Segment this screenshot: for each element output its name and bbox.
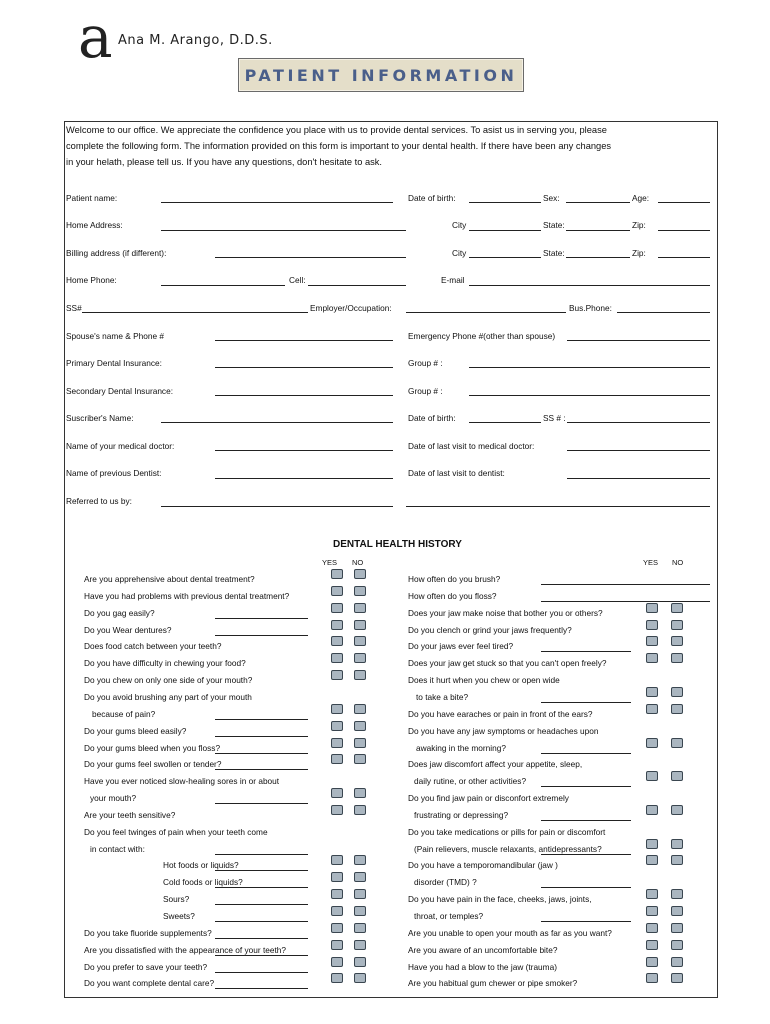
patient-name-label: Patient name: <box>66 193 118 203</box>
last-medical-label: Date of last visit to medical doctor: <box>408 441 535 451</box>
no-checkbox[interactable] <box>354 973 366 983</box>
history-question: frustrating or depressing? <box>414 809 509 820</box>
yes-checkbox[interactable] <box>646 973 658 983</box>
home-address-field[interactable] <box>161 230 406 231</box>
billing-city-field[interactable] <box>469 257 541 258</box>
history-question: Do you have difficulty in chewing your food? <box>84 658 246 669</box>
no-checkbox[interactable] <box>671 636 683 646</box>
history-question: Does your jaw get stuck so that you can't open freely? <box>408 658 607 669</box>
no-checkbox[interactable] <box>354 653 366 663</box>
history-question: Are you apprehensive about dental treatment? <box>84 574 255 584</box>
no-checkbox[interactable] <box>671 855 683 865</box>
no-checkbox[interactable] <box>671 940 683 950</box>
referred-label: Referred to us by: <box>66 496 132 506</box>
no-header: NO <box>352 558 364 567</box>
yes-checkbox[interactable] <box>331 569 343 579</box>
yes-checkbox[interactable] <box>331 973 343 983</box>
history-question: How often do you brush? <box>408 574 501 584</box>
yes-checkbox[interactable] <box>331 586 343 596</box>
yes-checkbox[interactable] <box>646 771 658 781</box>
sex-field[interactable] <box>566 202 630 203</box>
referred-field[interactable] <box>161 506 393 507</box>
history-question: in contact with: <box>90 843 145 854</box>
history-question: Are you habitual gum chewer or pipe smoker? <box>408 978 578 989</box>
history-question: Do you prefer to save your teeth? <box>84 961 208 972</box>
home-phone-label: Home Phone: <box>66 275 117 285</box>
city-label: City <box>452 220 467 230</box>
yes-checkbox[interactable] <box>646 704 658 714</box>
answer-line[interactable] <box>541 820 631 821</box>
history-question: Are you dissatisfied with the appearance of your teeth? <box>84 944 287 955</box>
yes-checkbox[interactable] <box>331 957 343 967</box>
yes-checkbox[interactable] <box>646 889 658 899</box>
yes-checkbox[interactable] <box>646 687 658 697</box>
history-question: Are you unable to open your mouth as far as you want? <box>408 927 612 938</box>
subscriber-dob-label: Date of birth: <box>408 413 456 423</box>
yes-checkbox[interactable] <box>331 754 343 764</box>
group-label: Group # : <box>408 386 443 396</box>
email-field[interactable] <box>469 285 710 286</box>
answer-line[interactable] <box>541 753 631 754</box>
last-medical-field[interactable] <box>567 450 710 451</box>
subscriber-ss-field[interactable] <box>567 422 710 423</box>
yes-checkbox[interactable] <box>646 855 658 865</box>
history-question: awaking in the morning? <box>416 742 506 753</box>
history-question: daily rutine, or other activities? <box>414 776 527 787</box>
no-checkbox[interactable] <box>671 957 683 967</box>
answer-line[interactable] <box>215 938 308 939</box>
cell-field[interactable] <box>308 285 406 286</box>
answer-line[interactable] <box>215 719 308 720</box>
answer-line[interactable] <box>215 972 308 973</box>
no-checkbox[interactable] <box>354 738 366 748</box>
no-checkbox[interactable] <box>354 754 366 764</box>
answer-line[interactable] <box>541 854 631 855</box>
history-question: Do you want complete dental care? <box>84 978 215 989</box>
intro-line: in your helath, please tell us. If you have any questions, don't hesitate to ask. <box>66 157 382 167</box>
no-checkbox[interactable] <box>354 906 366 916</box>
history-question: Sours? <box>163 894 190 905</box>
no-checkbox[interactable] <box>354 923 366 933</box>
yes-checkbox[interactable] <box>331 603 343 613</box>
yes-checkbox[interactable] <box>331 738 343 748</box>
history-title: DENTAL HEALTH HISTORY <box>333 539 462 550</box>
secondary-insurance-field[interactable] <box>215 395 393 396</box>
last-dentist-field[interactable] <box>567 478 710 479</box>
age-label: Age: <box>632 193 650 203</box>
history-question: disorder (TMD) ? <box>414 877 477 888</box>
history-question: Do you take medications or pills for pain or discomfort <box>408 826 606 837</box>
yes-checkbox[interactable] <box>331 721 343 731</box>
no-checkbox[interactable] <box>671 973 683 983</box>
history-question: Do you clench or grind your jaws frequently? <box>408 624 572 635</box>
yes-checkbox[interactable] <box>331 855 343 865</box>
secondary-group-field[interactable] <box>469 395 710 396</box>
no-checkbox[interactable] <box>671 889 683 899</box>
no-checkbox[interactable] <box>354 872 366 882</box>
city-field[interactable] <box>469 230 541 231</box>
dob-label: Date of birth: <box>408 193 456 203</box>
state-label: State: <box>543 220 565 230</box>
answer-line[interactable] <box>215 753 308 754</box>
no-checkbox[interactable] <box>354 940 366 950</box>
last-dentist-label: Date of last visit to dentist: <box>408 468 505 478</box>
history-question: Do your gums feel swollen or tender? <box>84 759 222 770</box>
yes-checkbox[interactable] <box>646 839 658 849</box>
no-checkbox[interactable] <box>354 670 366 680</box>
emergency-label: Emergency Phone #(other than spouse) <box>408 331 556 341</box>
yes-checkbox[interactable] <box>646 906 658 916</box>
answer-line[interactable] <box>215 988 308 989</box>
history-question: throat, or temples? <box>414 911 484 921</box>
intro-line: complete the following form. The information provided on this form is important to your dental health. If there have been any changes <box>66 141 612 151</box>
no-checkbox[interactable] <box>354 704 366 714</box>
subscriber-dob-field[interactable] <box>469 422 541 423</box>
history-question: Do you avoid brushing any part of your mouth <box>84 691 252 702</box>
answer-line[interactable] <box>541 887 631 888</box>
yes-checkbox[interactable] <box>646 620 658 630</box>
employer-label: Employer/Occupation: <box>310 303 392 313</box>
no-checkbox[interactable] <box>671 653 683 663</box>
no-checkbox[interactable] <box>354 636 366 646</box>
billing-address-field[interactable] <box>215 257 406 258</box>
yes-checkbox[interactable] <box>646 603 658 613</box>
yes-checkbox[interactable] <box>331 620 343 630</box>
no-checkbox[interactable] <box>354 586 366 596</box>
history-question: Do you have pain in the face, cheeks, jaws, joints, <box>408 894 592 905</box>
history-question: Hot foods or liquids? <box>163 860 239 871</box>
no-checkbox[interactable] <box>354 805 366 815</box>
no-checkbox[interactable] <box>354 788 366 798</box>
history-question: Have you had problems with previous dental treatment? <box>84 590 290 601</box>
history-question: (Pain relievers, muscle relaxants, antidepressants? <box>414 843 602 854</box>
history-question: Do you have a temporomandibular (jaw ) <box>408 860 558 871</box>
history-question: because of pain? <box>92 708 156 719</box>
history-question: Do you Wear dentures? <box>84 624 172 635</box>
intro-line: Welcome to our office. We appreciate the confidence you place with us to provide dental services. To asist us in serving you, please <box>66 125 607 135</box>
age-field[interactable] <box>658 202 710 203</box>
form-title: PATIENT INFORMATION <box>238 58 524 92</box>
no-checkbox[interactable] <box>354 620 366 630</box>
subscriber-field[interactable] <box>161 422 393 423</box>
city-label: City <box>452 248 467 258</box>
answer-line[interactable] <box>541 584 710 585</box>
no-checkbox[interactable] <box>671 805 683 815</box>
answer-line[interactable] <box>215 736 308 737</box>
answer-line[interactable] <box>541 702 631 703</box>
bus-phone-label: Bus.Phone: <box>569 303 612 313</box>
no-checkbox[interactable] <box>671 620 683 630</box>
yes-checkbox[interactable] <box>646 923 658 933</box>
history-question: Do you chew on only one side of your mouth? <box>84 675 253 686</box>
subscriber-label: Suscriber's Name: <box>66 413 134 423</box>
medical-doctor-field[interactable] <box>215 450 393 451</box>
yes-checkbox[interactable] <box>331 636 343 646</box>
home-phone-field[interactable] <box>161 285 285 286</box>
no-checkbox[interactable] <box>671 906 683 916</box>
secondary-insurance-label: Secondary Dental Insurance: <box>66 386 174 396</box>
doctor-name: Ana M. Arango, D.D.S. <box>118 33 273 48</box>
primary-group-field[interactable] <box>469 367 710 368</box>
no-checkbox[interactable] <box>671 839 683 849</box>
yes-checkbox[interactable] <box>331 923 343 933</box>
history-question: Does jaw discomfort affect your appetite, sleep, <box>408 759 583 770</box>
subscriber-ss-label: SS # : <box>543 413 566 423</box>
primary-insurance-field[interactable] <box>215 367 393 368</box>
answer-line[interactable] <box>215 635 308 636</box>
history-question: your mouth? <box>90 793 137 804</box>
primary-insurance-label: Primary Dental Insurance: <box>66 358 162 368</box>
patient-name-field[interactable] <box>161 202 393 203</box>
no-checkbox[interactable] <box>671 771 683 781</box>
history-question: Do you take fluoride supplements? <box>84 927 212 938</box>
answer-line[interactable] <box>215 904 308 905</box>
history-question: Does your jaw make noise that bother you or others? <box>408 607 603 618</box>
history-question: Does food catch between your teeth? <box>84 641 222 652</box>
zip-field[interactable] <box>658 230 710 231</box>
no-checkbox[interactable] <box>354 569 366 579</box>
yes-checkbox[interactable] <box>646 636 658 646</box>
ss-field[interactable] <box>82 312 308 313</box>
logo-letter: a <box>78 3 113 71</box>
emergency-field[interactable] <box>567 340 710 341</box>
previous-dentist-label: Name of previous Dentist: <box>66 468 162 478</box>
history-question: Do you feel twinges of pain when your teeth come <box>84 826 268 837</box>
history-question: Are you aware of an uncomfortable bite? <box>408 944 558 955</box>
history-question: Sweets? <box>163 911 195 921</box>
sex-label: Sex: <box>543 193 560 203</box>
no-checkbox[interactable] <box>354 603 366 613</box>
answer-line[interactable] <box>215 921 308 922</box>
referred-field-extra[interactable] <box>406 506 710 507</box>
email-label: E-mail <box>441 275 465 285</box>
yes-checkbox[interactable] <box>331 788 343 798</box>
yes-checkbox[interactable] <box>331 889 343 899</box>
medical-doctor-label: Name of your medical doctor: <box>66 441 175 451</box>
spouse-field[interactable] <box>215 340 393 341</box>
history-question: Do you gag easily? <box>84 607 155 618</box>
yes-header: YES <box>643 558 659 567</box>
answer-line[interactable] <box>215 955 308 956</box>
answer-line[interactable] <box>215 887 308 888</box>
zip-label: Zip: <box>632 220 646 230</box>
no-checkbox[interactable] <box>671 603 683 613</box>
ss-label: SS# <box>66 303 82 313</box>
bus-phone-field[interactable] <box>617 312 710 313</box>
answer-line[interactable] <box>541 921 631 922</box>
yes-checkbox[interactable] <box>646 738 658 748</box>
group-label: Group # : <box>408 358 443 368</box>
no-checkbox[interactable] <box>354 889 366 899</box>
yes-checkbox[interactable] <box>646 940 658 950</box>
cell-label: Cell: <box>289 275 306 285</box>
no-checkbox[interactable] <box>671 738 683 748</box>
yes-checkbox[interactable] <box>331 906 343 916</box>
history-question: Do you find jaw pain or disconfort extremely <box>408 793 569 804</box>
history-question: Do your gums bleed easily? <box>84 725 187 736</box>
yes-checkbox[interactable] <box>331 653 343 663</box>
state-field[interactable] <box>566 230 630 231</box>
answer-line[interactable] <box>215 618 308 619</box>
dob-field[interactable] <box>469 202 541 203</box>
yes-checkbox[interactable] <box>646 805 658 815</box>
history-question: Does it hurt when you chew or open wide <box>408 675 560 686</box>
yes-checkbox[interactable] <box>331 704 343 714</box>
yes-checkbox[interactable] <box>646 957 658 967</box>
answer-line[interactable] <box>215 803 308 804</box>
no-checkbox[interactable] <box>354 855 366 865</box>
no-checkbox[interactable] <box>671 704 683 714</box>
intro-text <box>66 122 706 170</box>
no-checkbox[interactable] <box>354 721 366 731</box>
previous-dentist-field[interactable] <box>215 478 393 479</box>
yes-checkbox[interactable] <box>331 670 343 680</box>
employer-field[interactable] <box>406 312 566 313</box>
spouse-label: Spouse's name & Phone # <box>66 331 164 341</box>
yes-checkbox[interactable] <box>331 940 343 950</box>
billing-address-label: Billing address (if different): <box>66 248 167 258</box>
no-header: NO <box>672 558 684 567</box>
answer-line[interactable] <box>541 786 631 787</box>
billing-zip-field[interactable] <box>658 257 710 258</box>
zip-label: Zip: <box>632 248 646 258</box>
home-address-label: Home Address: <box>66 220 123 230</box>
billing-state-field[interactable] <box>566 257 630 258</box>
yes-header: YES <box>322 558 338 567</box>
history-question: How often do you floss? <box>408 590 497 601</box>
yes-checkbox[interactable] <box>646 653 658 663</box>
history-question: Do your jaws ever feel tired? <box>408 641 514 652</box>
history-question: Do you have any jaw symptoms or headaches upon <box>408 725 599 736</box>
no-checkbox[interactable] <box>671 687 683 697</box>
answer-line[interactable] <box>541 651 631 652</box>
answer-line[interactable] <box>215 769 308 770</box>
no-checkbox[interactable] <box>354 957 366 967</box>
answer-line[interactable] <box>215 854 308 855</box>
no-checkbox[interactable] <box>671 923 683 933</box>
history-question: Do your gums bleed when you floss? <box>84 742 221 753</box>
answer-line[interactable] <box>215 870 308 871</box>
history-question: to take a bite? <box>416 691 469 702</box>
history-question: Cold foods or liquids? <box>163 877 243 888</box>
yes-checkbox[interactable] <box>331 805 343 815</box>
yes-checkbox[interactable] <box>331 872 343 882</box>
history-question: Have you had a blow to the jaw (trauma) <box>408 961 557 972</box>
history-question: Have you ever noticed slow-healing sores in or about <box>84 776 280 787</box>
state-label: State: <box>543 248 565 258</box>
history-question: Are your teeth sensitive? <box>84 809 176 820</box>
answer-line[interactable] <box>541 601 710 602</box>
history-question: Do you have earaches or pain in front of the ears? <box>408 708 593 719</box>
